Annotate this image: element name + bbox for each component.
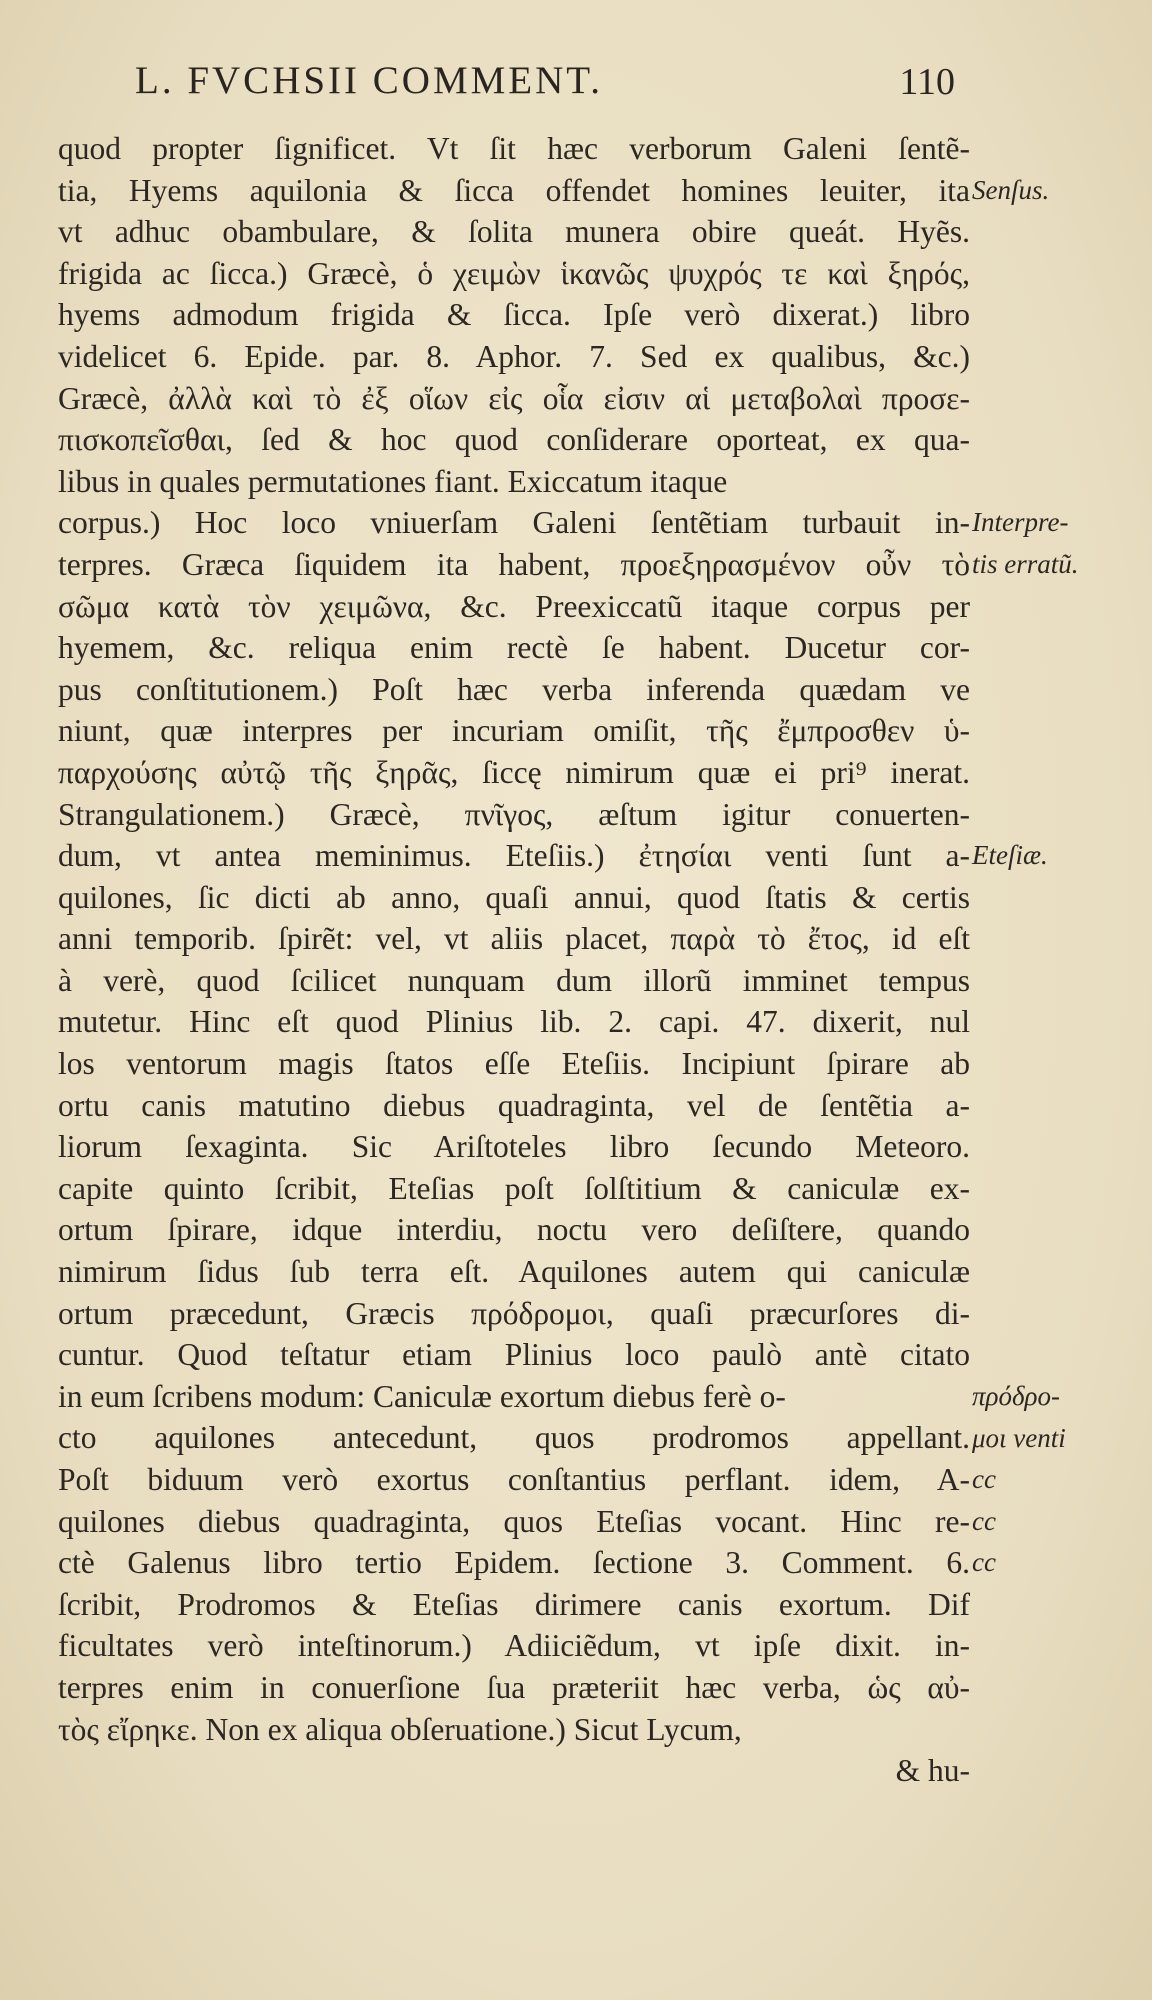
text-line: videlicet 6. Epide. par. 8. Aphor. 7. Sed ex qualibus, &c.) bbox=[58, 338, 970, 374]
text-line: ſcribit, Prodromos & Eteſias dirimere canis exortum. Dif bbox=[58, 1586, 970, 1622]
text-line: cuntur. Quod teſtatur etiam Plinius loco paulò antè citato bbox=[58, 1337, 970, 1373]
margin-note: cc bbox=[972, 1547, 996, 1578]
text-line: liorum ſexaginta. Sic Ariſtoteles libro ſecundo Meteoro. bbox=[58, 1129, 970, 1165]
text-line: quod propter ſignificet. Vt ſit hæc verborum Galeni ſentẽ- bbox=[58, 131, 970, 166]
text-line: Strangulationem.) Græcè, πνῖγος, æſtum igitur conuerten- bbox=[58, 796, 970, 832]
text-line: dum, vt antea meminimus. Eteſiis.) ἐτησίαι venti ſunt a- bbox=[58, 838, 970, 874]
margin-note: cc bbox=[972, 1505, 996, 1536]
margin-note: Senſus. bbox=[972, 174, 1050, 205]
text-line: capite quinto ſcribit, Eteſias poſt ſolſtitium & caniculæ ex- bbox=[58, 1170, 970, 1206]
text-line: σῶμα κατὰ τὸν χειμῶνα, &c. Preexiccatũ itaque corpus per bbox=[58, 588, 970, 624]
margin-note: πρόδρο- bbox=[972, 1381, 1060, 1411]
text-line: frigida ac ſicca.) Græcè, ὁ χειμὼν ἱκανῶς ψυχρός τε καὶ ξηρός, bbox=[58, 255, 970, 291]
text-line: hyemem, &c. reliqua enim rectè ſe habent. Ducetur cor- bbox=[58, 630, 970, 666]
margin-note: μοι venti bbox=[972, 1422, 1066, 1453]
text-line: niunt, quæ interpres per incuriam omiſit, τῆς ἔμπροσθεν ὑ- bbox=[58, 713, 970, 749]
text-line: ortu canis matutino diebus quadraginta, vel de ſentẽtia a- bbox=[58, 1087, 970, 1123]
text-line: ortum ſpirare, idque interdiu, noctu vero deſiſtere, quando bbox=[58, 1212, 970, 1248]
text-line: quilones, ſic dicti ab anno, quaſi annui, quod ſtatis & certis bbox=[58, 879, 970, 915]
margin-note: cc bbox=[972, 1464, 996, 1495]
text-line: πισκοπεῖσθαι, ſed & hoc quod conſiderare oporteat, ex qua- bbox=[58, 422, 970, 458]
body-text-column bbox=[58, 128, 970, 1792]
text-line: à verè, quod ſcilicet nunquam dum illorũ imminet tempus bbox=[58, 962, 970, 998]
margin-note: Interpre- bbox=[972, 507, 1069, 538]
page-number: 110 bbox=[899, 61, 955, 103]
text-line: cto aquilones antecedunt, quos prodromos appellant. bbox=[58, 1420, 970, 1456]
text-line: quilones diebus quadraginta, quos Eteſias vocant. Hinc re- bbox=[58, 1503, 970, 1539]
text-line: libus in quales permutationes fiant. Exiccatum itaque bbox=[58, 463, 728, 499]
text-line: los ventorum magis ſtatos eſſe Eteſiis. Incipiunt ſpirare ab bbox=[58, 1046, 970, 1082]
text-line: Poſt biduum verò exortus conſtantius perflant. idem, A- bbox=[58, 1462, 970, 1497]
text-line: ficultates verò inteſtinorum.) Adiiciẽdum, vt ipſe dixit. in- bbox=[58, 1628, 970, 1664]
text-line: & hu- bbox=[895, 1753, 970, 1789]
text-line: ctè Galenus libro tertio Epidem. ſectione 3. Comment. 6. bbox=[58, 1545, 970, 1581]
text-line: corpus.) Hoc loco vniuerſam Galeni ſentẽtiam turbauit in- bbox=[58, 505, 970, 541]
text-line: Græcè, ἀλλὰ καὶ τὸ ἐξ οἵων εἰς οἷα εἰσιν αἱ μεταβολαὶ προσε- bbox=[58, 380, 970, 416]
text-line: tia, Hyems aquilonia & ſicca offendet homines leuiter, ita bbox=[58, 172, 970, 208]
page-header bbox=[135, 58, 955, 114]
text-line: hyems admodum frigida & ſicca. Ipſe verò dixerat.) libro bbox=[58, 297, 970, 333]
text-line: mutetur. Hinc eſt quod Plinius lib. 2. capi. 47. dixerit, nul bbox=[58, 1004, 970, 1040]
margin-note: Eteſiæ. bbox=[972, 840, 1048, 871]
margin-note: tis erratũ. bbox=[972, 549, 1079, 579]
text-line: vt adhuc obambulare, & ſolita munera obire queát. Hyẽs. bbox=[58, 214, 970, 250]
text-line: παρχούσης αὐτῷ τῆς ξηρᾶς, ſiccę nimirum quæ ei pri⁹ inerat. bbox=[58, 754, 970, 790]
text-line: pus conſtitutionem.) Poſt hæc verba inferenda quædam ve bbox=[58, 671, 970, 707]
text-line: τὸς εἴρηκε. Non ex aliqua obſeruatione.) Sicut Lycum, bbox=[58, 1711, 742, 1747]
text-line: nimirum ſidus ſub terra eſt. Aquilones autem qui caniculæ bbox=[58, 1254, 970, 1290]
text-line: in eum ſcribens modum: Caniculæ exortum diebus ferè o- bbox=[58, 1378, 786, 1414]
text-line: anni temporib. ſpirẽt: vel, vt aliis placet, παρὰ τὸ ἔτος, id eſt bbox=[58, 921, 970, 957]
running-title: L. FVCHSII COMMENT. bbox=[135, 59, 603, 102]
text-line: ortum præcedunt, Græcis πρόδρομοι, quaſi præcurſores di- bbox=[58, 1295, 970, 1331]
text-line: terpres. Græca ſiquidem ita habent, προεξηρασμένον οὖν τὸ bbox=[58, 546, 970, 582]
text-line: terpres enim in conuerſione ſua præteriit hæc verba, ὡς αὐ- bbox=[58, 1669, 970, 1705]
